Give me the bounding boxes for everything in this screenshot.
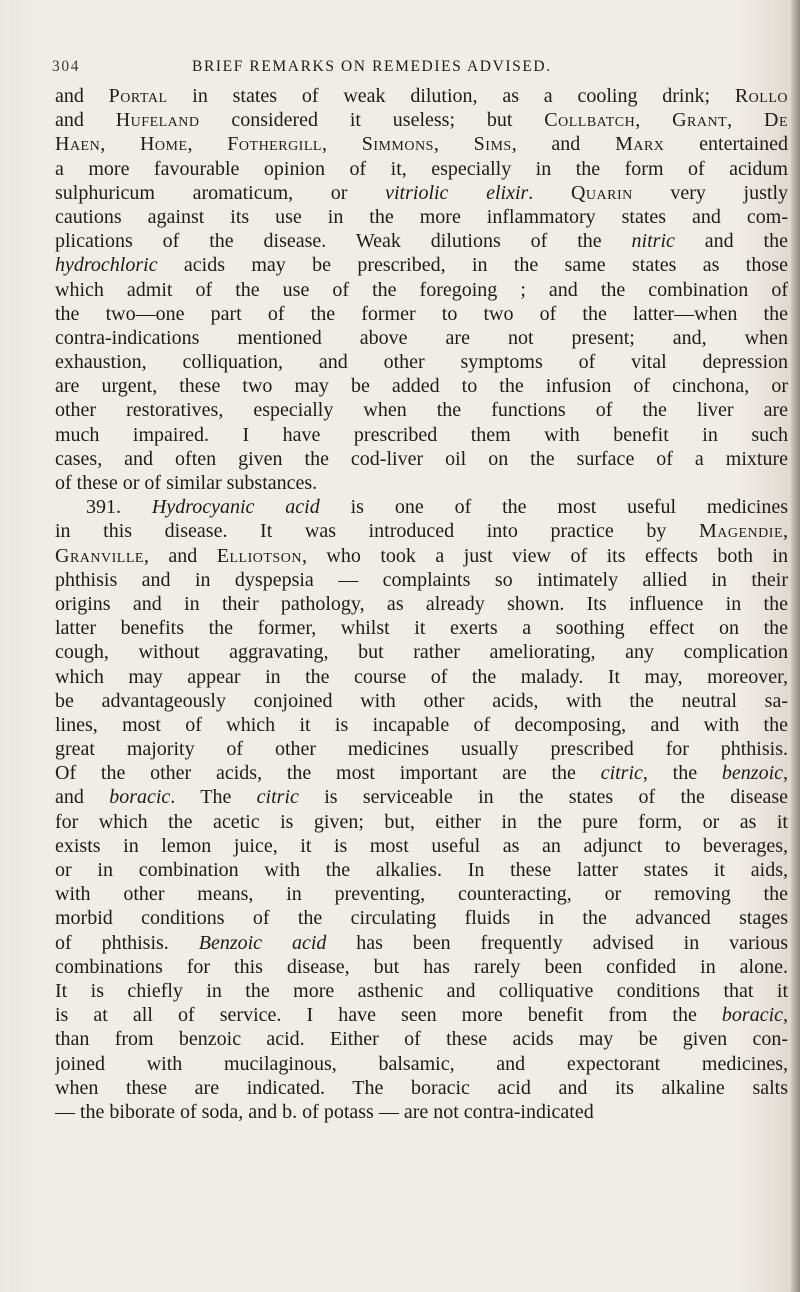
text-line: Of the other acids, the most important are the citric, the benzoic, bbox=[55, 762, 788, 785]
text-line: lines, most of which it is incapable of decomposing, and with the bbox=[55, 713, 788, 736]
text-line: which admit of the use of the foregoing ; and the combination of bbox=[55, 278, 788, 301]
text-line: for which the acetic is given; but, either in the pure form, or as it bbox=[55, 810, 788, 833]
text-line: which may appear in the course of the malady. It may, moreover, bbox=[55, 665, 788, 688]
text-line: joined with mucilaginous, balsamic, and expectorant medicines, bbox=[55, 1052, 788, 1075]
text-line: cases, and often given the cod-liver oil on the surface of a mixture bbox=[55, 447, 788, 470]
text-line: origins and in their pathology, as already shown. Its influence in the bbox=[55, 592, 788, 615]
text-line: Haen, Home, Fothergill, Simmons, Sims, and Marx entertained bbox=[55, 133, 788, 156]
text-line: plications of the disease. Weak dilutions of the nitric and the bbox=[55, 230, 788, 253]
text-line: contra-indications mentioned above are not present; and, when bbox=[55, 326, 788, 349]
text-line: cautions against its use in the more inflammatory states and com- bbox=[55, 205, 788, 228]
text-line: other restoratives, especially when the functions of the liver are bbox=[55, 399, 788, 422]
text-line: — the biborate of soda, and b. of potass — are not contra-indicated bbox=[55, 1100, 594, 1123]
text-line: cough, without aggravating, but rather ameliorating, any complication bbox=[55, 641, 788, 664]
text-line: when these are indicated. The boracic acid and its alkaline salts bbox=[55, 1076, 788, 1099]
text-line: phthisis and in dyspepsia — complaints so intimately allied in their bbox=[55, 568, 788, 591]
text-line: sulphuricum aromaticum, or vitriolic elixir. Quarin very justly bbox=[55, 181, 788, 204]
text-line: of these or of similar substances. bbox=[55, 472, 318, 494]
text-line: exhaustion, colliquation, and other symptoms of vital depression bbox=[55, 351, 788, 374]
text-line: It is chiefly in the more asthenic and colliquative conditions that it bbox=[55, 979, 788, 1002]
text-line: the two—one part of the former to two of the latter—when the bbox=[55, 302, 788, 325]
text-line: are urgent, these two may be added to the infusion of cinchona, or bbox=[55, 375, 788, 398]
text-line: combinations for this disease, but has rarely been confided in alone. bbox=[55, 955, 788, 978]
running-title: BRIEF REMARKS ON REMEDIES ADVISED. bbox=[192, 58, 552, 75]
body-text bbox=[55, 84, 788, 1124]
page-edge-shadow bbox=[791, 0, 800, 1292]
text-line: with other means, in preventing, counteracting, or removing the bbox=[55, 883, 788, 906]
text-line: be advantageously conjoined with other acids, with the neutral sa- bbox=[55, 689, 788, 712]
text-line: morbid conditions of the circulating fluids in the advanced stages bbox=[55, 907, 788, 930]
text-line: latter benefits the former, whilst it exerts a soothing effect on the bbox=[55, 617, 788, 640]
text-line: of phthisis. Benzoic acid has been frequently advised in various bbox=[55, 931, 788, 954]
text-line: is at all of service. I have seen more benefit from the boracic, bbox=[55, 1004, 788, 1027]
text-line: great majority of other medicines usually prescribed for phthisis. bbox=[55, 738, 788, 761]
text-line: than from benzoic acid. Either of these acids may be given con- bbox=[55, 1028, 788, 1051]
text-line: Granville, and Elliotson, who took a just view of its effects both in bbox=[55, 544, 788, 567]
page-number: 304 bbox=[52, 58, 81, 75]
page-header bbox=[52, 58, 732, 82]
text-line: or in combination with the alkalies. In these latter states it aids, bbox=[55, 859, 788, 881]
text-line: hydrochloric acids may be prescribed, in the same states as those bbox=[55, 254, 788, 277]
text-line: exists in lemon juice, it is most useful as an adjunct to beverages, bbox=[55, 834, 788, 857]
text-line: a more favourable opinion of it, especially in the form of acidum bbox=[55, 157, 788, 180]
text-line: 391. Hydrocyanic acid is one of the most useful medicines bbox=[86, 496, 788, 519]
text-line: and boracic. The citric is serviceable in the states of the disease bbox=[55, 786, 788, 809]
text-line: much impaired. I have prescribed them with benefit in such bbox=[55, 423, 788, 446]
text-line: and Portal in states of weak dilution, as a cooling drink; Rollo bbox=[55, 85, 788, 107]
text-line: in this disease. It was introduced into practice by Magendie, bbox=[55, 520, 788, 543]
text-line: and Hufeland considered it useless; but Collbatch, Grant, De bbox=[55, 109, 788, 132]
